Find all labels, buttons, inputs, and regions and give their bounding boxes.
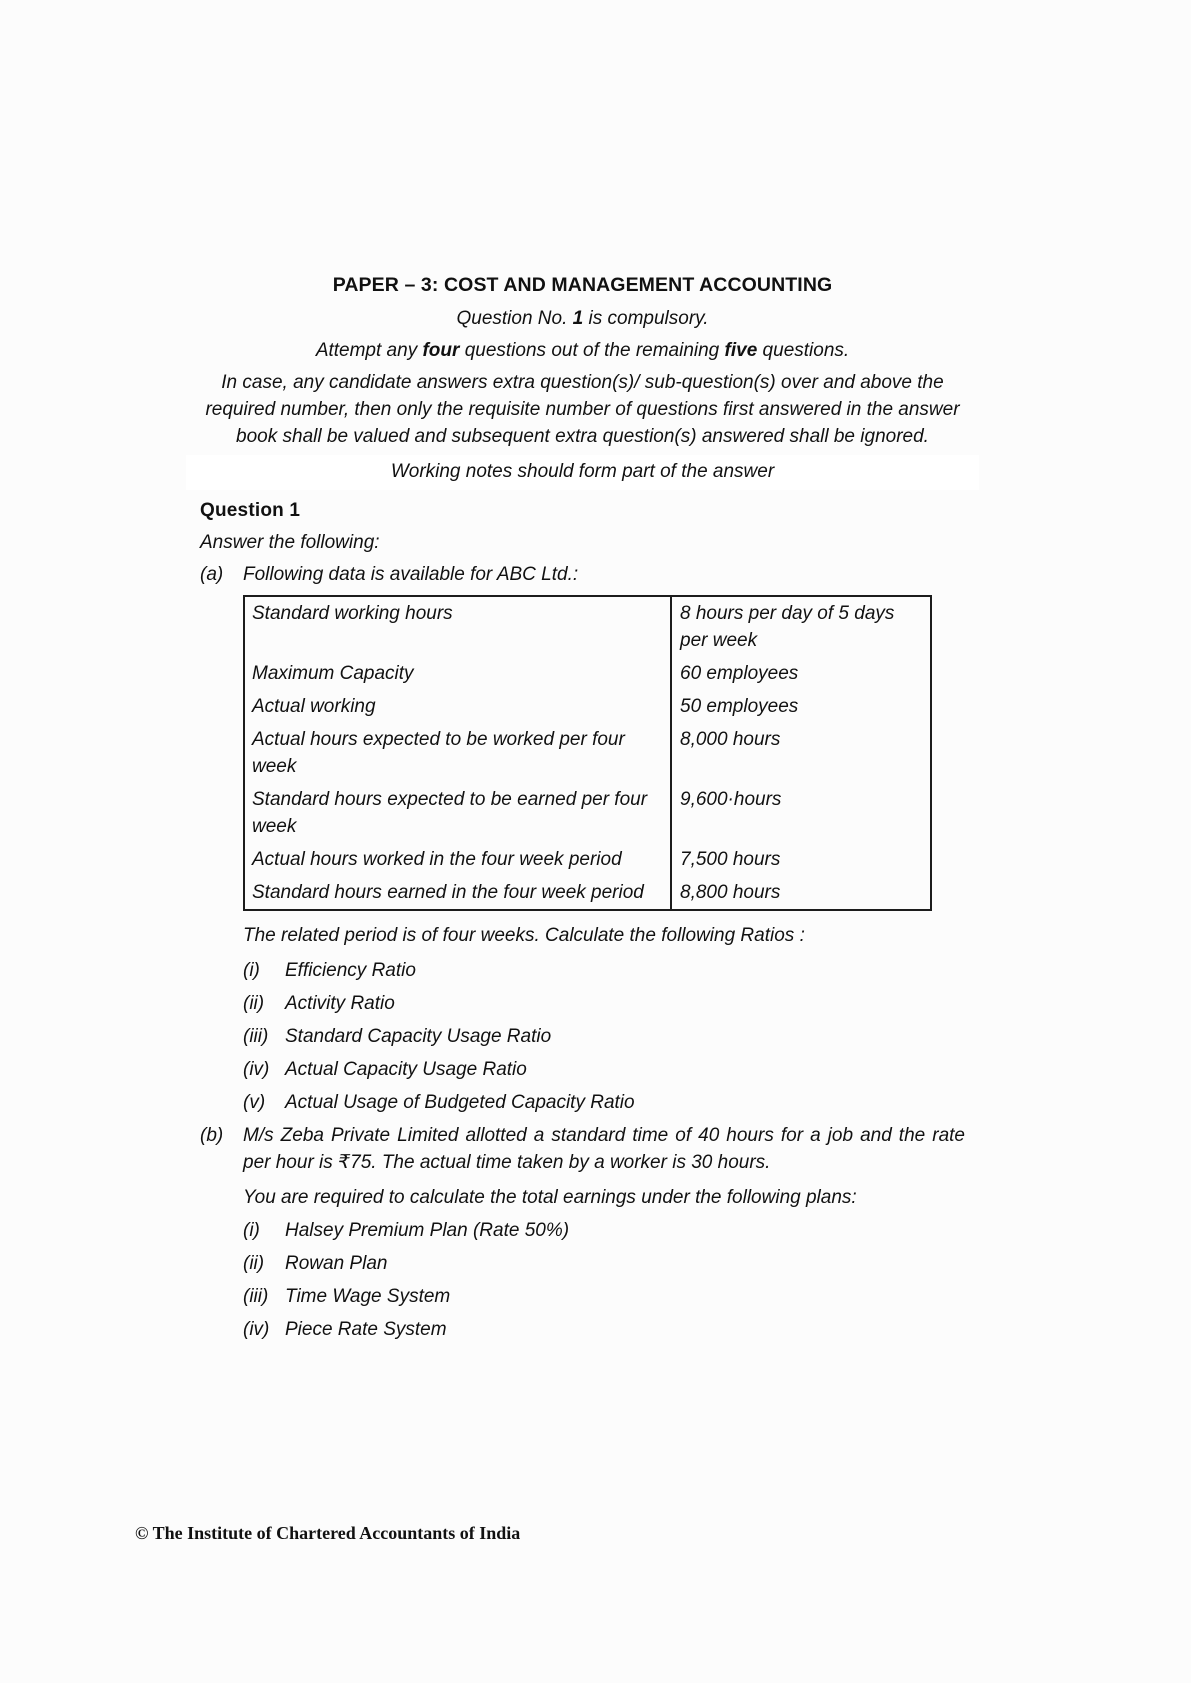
item-label: Actual Usage of Budgeted Capacity Ratio <box>285 1092 635 1114</box>
question-1-heading: Question 1 <box>200 499 301 521</box>
table-row <box>245 843 930 876</box>
table-cell-value: 8,800 hours <box>680 882 781 904</box>
instruction-attempt-p3: questions. <box>757 339 850 361</box>
plan-list <box>243 1218 965 1344</box>
item-label: Halsey Premium Plan (Rate 50%) <box>285 1220 570 1242</box>
table-cell-value: 8 hours per day of 5 days per week <box>680 603 895 652</box>
part-a-intro: Following data is available for ABC Ltd.: <box>243 564 579 586</box>
item-label: Activity Ratio <box>285 993 395 1015</box>
table-cell-value: 50 employees <box>680 696 799 718</box>
instruction-attempt-b1: four <box>422 339 460 361</box>
list-item <box>243 1251 965 1278</box>
table-cell-label: Standard hours earned in the four week period <box>245 876 672 909</box>
ratio-list <box>243 958 965 1117</box>
part-a-label: (a) <box>200 564 224 586</box>
table-row <box>245 876 930 909</box>
item-number: (iv) <box>243 1319 270 1341</box>
list-item <box>243 958 965 985</box>
table-cell-label: Actual hours worked in the four week period <box>245 843 672 876</box>
item-label: Rowan Plan <box>285 1253 388 1275</box>
item-number: (ii) <box>243 1253 265 1275</box>
part-b-label: (b) <box>200 1125 224 1147</box>
table-cell-value: 8,000 hours <box>680 729 781 751</box>
part-b-body <box>243 1123 965 1350</box>
table-cell-value: 7,500 hours <box>680 849 781 871</box>
instruction-attempt-b2: five <box>724 339 758 361</box>
part-a-calc-instruction: The related period is of four weeks. Calculate the following Ratios : <box>243 925 805 947</box>
table-row <box>245 690 930 723</box>
item-number: (ii) <box>243 993 265 1015</box>
item-number: (iii) <box>243 1026 269 1048</box>
table-row <box>245 723 930 783</box>
working-notes-highlight: Working notes should form part of the answer <box>186 455 979 490</box>
instruction-compulsory-pre: Question No. <box>456 307 573 329</box>
footer-copyright: © The Institute of Chartered Accountants of India <box>135 1523 521 1543</box>
list-item <box>243 1024 965 1051</box>
item-label: Efficiency Ratio <box>285 960 416 982</box>
instruction-compulsory-post: is compulsory. <box>583 307 709 329</box>
page-content <box>200 272 965 1350</box>
part-b-instruction: You are required to calculate the total earnings under the following plans: <box>243 1187 857 1209</box>
table-cell-value: 60 employees <box>680 663 799 685</box>
item-label: Standard Capacity Usage Ratio <box>285 1026 552 1048</box>
table-cell-label: Standard working hours <box>245 597 672 657</box>
item-number: (iv) <box>243 1059 270 1081</box>
list-item <box>243 1284 965 1311</box>
list-item <box>243 1317 965 1344</box>
list-item <box>243 1090 965 1117</box>
part-a-body <box>243 562 965 1123</box>
table-cell-label: Actual working <box>245 690 672 723</box>
table-row <box>245 597 930 657</box>
question-1-part-b <box>200 1123 965 1350</box>
table-cell-value: 9,600·hours <box>680 789 782 811</box>
table-row <box>245 783 930 843</box>
part-b-paragraph: M/s Zeba Private Limited allotted a standard time of 40 hours for a job and the rate per hour is ₹75. The actual time taken by a worker is 30 hours. <box>243 1125 965 1174</box>
list-item <box>243 1218 965 1245</box>
list-item <box>243 1057 965 1084</box>
question-1-part-a <box>200 562 965 1123</box>
item-number: (v) <box>243 1092 266 1114</box>
item-number: (i) <box>243 1220 260 1242</box>
item-number: (i) <box>243 960 260 982</box>
item-number: (iii) <box>243 1286 269 1308</box>
question-1-intro: Answer the following: <box>200 532 380 554</box>
item-label: Actual Capacity Usage Ratio <box>285 1059 527 1081</box>
instruction-compulsory-bold: 1 <box>572 307 584 329</box>
list-item <box>243 991 965 1018</box>
table-row <box>245 657 930 690</box>
instruction-attempt-p2: questions out of the remaining <box>459 339 725 361</box>
instruction-compulsory <box>200 306 965 333</box>
abc-ltd-data-table <box>243 595 932 911</box>
paper-title: PAPER – 3: COST AND MANAGEMENT ACCOUNTING <box>332 274 833 296</box>
table-cell-label: Maximum Capacity <box>245 657 672 690</box>
instruction-attempt <box>200 338 965 365</box>
instruction-attempt-p1: Attempt any <box>315 339 423 361</box>
item-label: Time Wage System <box>285 1286 451 1308</box>
table-cell-label: Actual hours expected to be worked per four week <box>245 723 672 783</box>
table-cell-label: Standard hours expected to be earned per four week <box>245 783 672 843</box>
item-label: Piece Rate System <box>285 1319 447 1341</box>
instruction-extra-questions-note: In case, any candidate answers extra question(s)/ sub-question(s) over and above the required number, then only the requisite number of questions first answered in the answer book shall be valued and subsequent extra question(s) answered shall be ignored. <box>205 371 960 447</box>
